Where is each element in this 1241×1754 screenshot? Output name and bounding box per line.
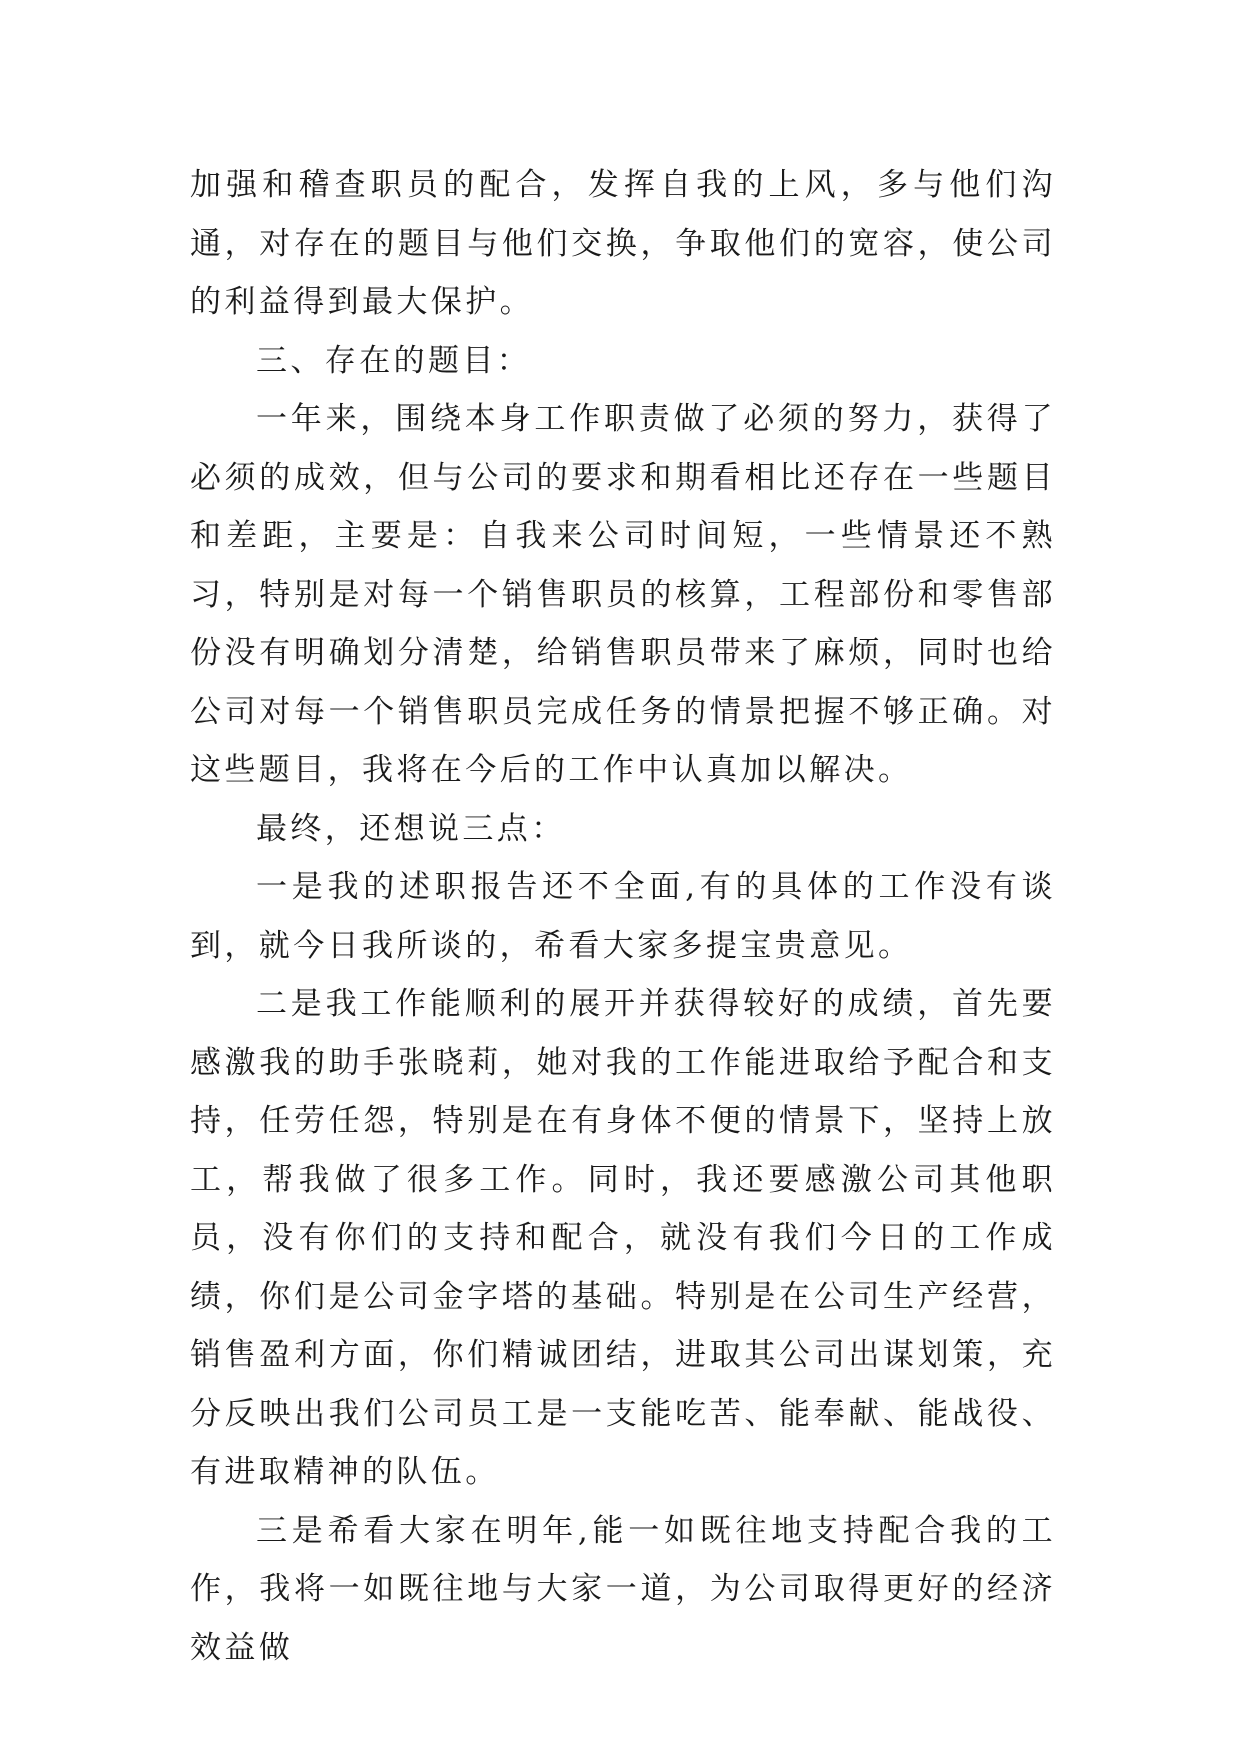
paragraph-closing-intro: 最终，还想说三点：: [256, 810, 566, 847]
document-page: [190, 156, 1056, 1677]
section-heading-existing-problems: 三、存在的题目：: [256, 342, 532, 379]
paragraph-problems: 一年来，围绕本身工作职责做了必须的努力，获得了必须的成效，但与公司的要求和期看相比还存在一些题目和差距，主要是：自我来公司时间短，一些情景还不熟习，特别是对每一个销售职员的核算，工程部份和零售部份没有明确划分清楚，给销售职员带来了麻烦，同时也给公司对每一个销售职员完成任务的情景把握不够正确。对这些题目，我将在今后的工作中认真加以解决。: [190, 401, 1056, 788]
paragraph-point-three: 三是希看大家在明年,能一如既往地支持配合我的工作，我将一如既往地与大家一道，为公司取得更好的经济效益做: [190, 1512, 1056, 1666]
paragraph-point-two: 二是我工作能顺利的展开并获得较好的成绩，首先要感激我的助手张晓莉，她对我的工作能进取给予配合和支持，任劳任怨，特别是在有身体不便的情景下，坚持上放工，帮我做了很多工作。同时，我还要感激公司其他职员，没有你们的支持和配合，就没有我们今日的工作成绩，你们是公司金字塔的基础。特别是在公司生产经营，销售盈利方面，你们精诚团结，进取其公司出谋划策，充分反映出我们公司员工是一支能吃苦、能奉献、能战役、有进取精神的队伍。: [190, 986, 1056, 1490]
paragraph-point-one: 一是我的述职报告还不全面,有的具体的工作没有谈到，就今日我所谈的，希看大家多提宝贵意见。: [190, 869, 1056, 964]
paragraph-continuation: 加强和稽查职员的配合，发挥自我的上风，多与他们沟通，对存在的题目与他们交换，争取他们的宽容，使公司的利益得到最大保护。: [190, 167, 1056, 320]
